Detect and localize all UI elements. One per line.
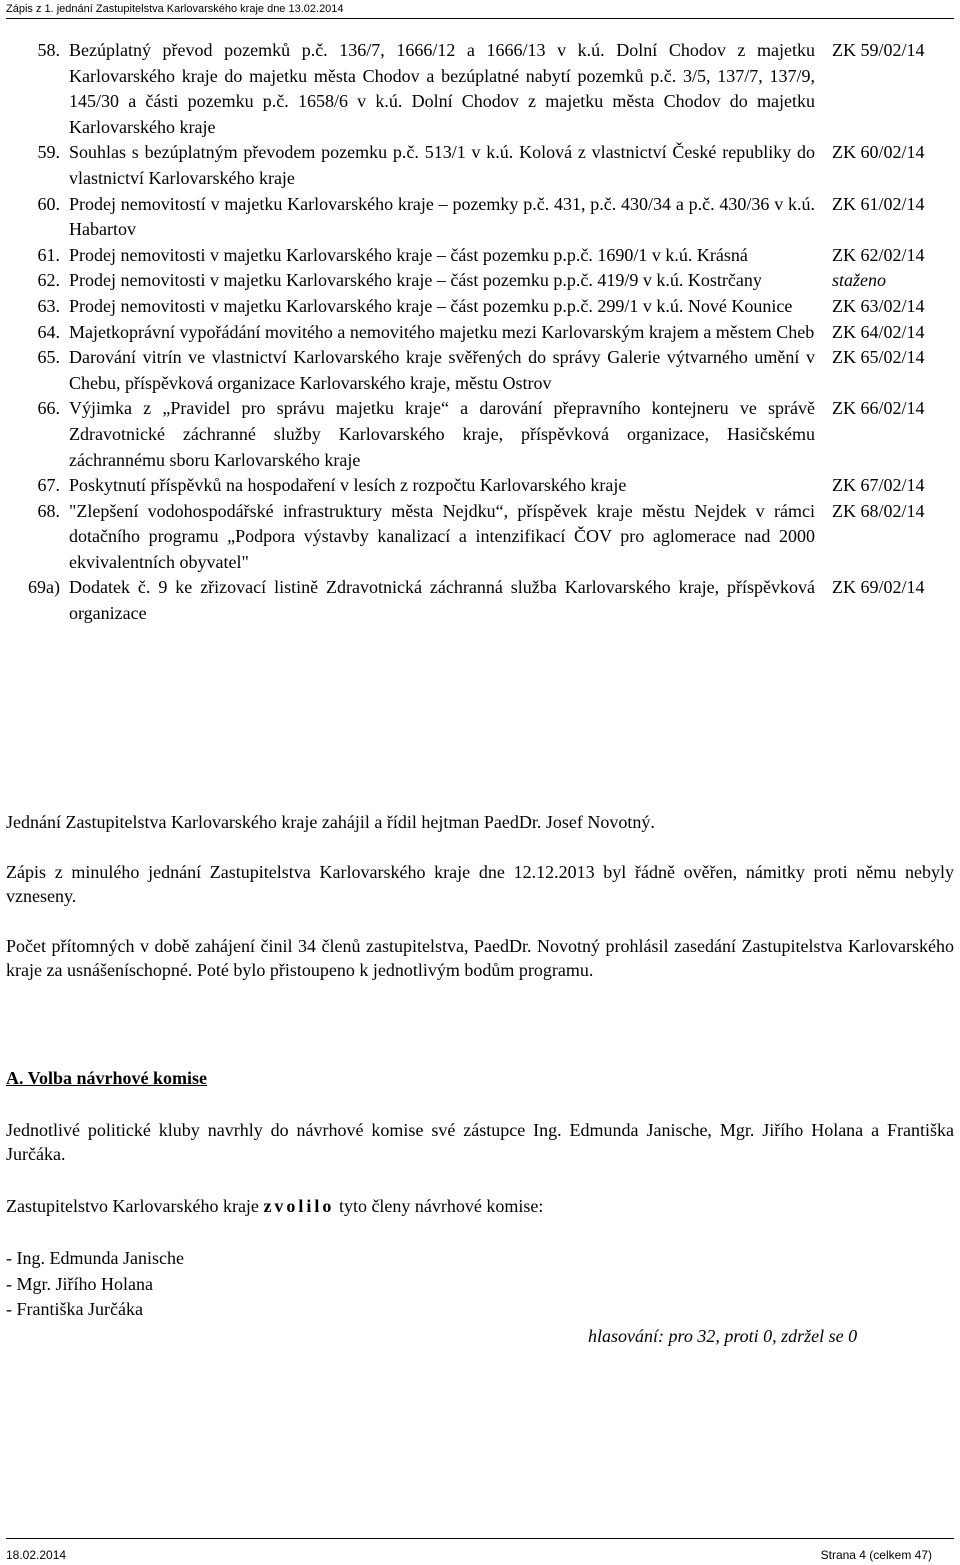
agenda-item-number: 63. xyxy=(37,295,60,316)
agenda-item-number: 58. xyxy=(37,40,60,60)
agenda-item-text: Prodej nemovitosti v majetku Karlovarského kraje – část pozemku p.p.č. 1690/1 v k.ú. Krásná xyxy=(69,244,748,265)
agenda-item-number: 61. xyxy=(37,244,60,265)
agenda-item xyxy=(0,320,960,346)
agenda-item xyxy=(0,243,960,269)
agenda-item-number: 60. xyxy=(37,193,60,214)
agenda-item-resolution: ZK 67/02/14 xyxy=(832,475,925,496)
committee-member: - Ing. Edmunda Janische xyxy=(6,1248,184,1268)
section-a-intro: Jednotlivé politické kluby navrhly do návrhové komise své zástupce Ing. Edmunda Janische, Mgr. Jiřího Holana a Františka Jurčáka. xyxy=(6,1120,954,1164)
election-suffix: tyto členy návrhové komise: xyxy=(338,1196,544,1216)
agenda-item-number: 67. xyxy=(37,475,60,496)
agenda-item-resolution: ZK 64/02/14 xyxy=(832,321,925,342)
agenda-item-text: Majetkoprávní vypořádání movitého a nemovitého majetku mezi Karlovarským krajem a městem Cheb xyxy=(69,321,815,342)
election-verb: zvolilo xyxy=(263,1196,335,1216)
election-statement xyxy=(6,1194,954,1218)
agenda-item-resolution: staženo xyxy=(832,270,886,291)
agenda-item-number: 66. xyxy=(37,398,60,419)
agenda-item xyxy=(0,499,960,576)
agenda-item-resolution: ZK 68/02/14 xyxy=(832,500,925,521)
section-a-heading: A. Volba návrhové komise xyxy=(6,1068,208,1088)
agenda-item-resolution: ZK 63/02/14 xyxy=(832,295,925,316)
agenda-item-number: 69a) xyxy=(28,577,60,598)
agenda-item-text: Výjimka z „Pravidel pro správu majetku kraje“ a darování přepravního kontejneru ve správě Zdravotnické záchranné služby Karlovarského kraje, příspěvková organizace, Hasičskému záchrannému sboru Karlovarského kraje xyxy=(69,398,815,470)
vote-result: hlasování: pro 32, proti 0, zdržel se 0 xyxy=(588,1326,858,1346)
quorum-paragraph: Počet přítomných v době zahájení činil 34 členů zastupitelstva, PaedDr. Novotný prohlásil zasedání Zastupitelstva Karlovarského kraje za usnášeníschopné. Poté bylo přistoupeno k jednotlivým bodům programu. xyxy=(6,936,954,980)
election-prefix: Zastupitelstvo Karlovarského kraje xyxy=(6,1196,259,1216)
agenda-item xyxy=(0,575,960,626)
agenda-item-resolution: ZK 59/02/14 xyxy=(832,40,925,60)
agenda-item-resolution: ZK 69/02/14 xyxy=(832,577,925,598)
minutes-paragraph: Zápis z minulého jednání Zastupitelstva Karlovarského kraje dne 12.12.2013 byl řádně ověřen, námitky proti němu nebyly vzneseny. xyxy=(6,862,954,906)
agenda-item-number: 62. xyxy=(37,270,60,291)
agenda-item-text: Prodej nemovitosti v majetku Karlovarského kraje – část pozemku p.p.č. 299/1 v k.ú. Nové Kounice xyxy=(69,295,793,316)
agenda-item xyxy=(0,192,960,243)
agenda-item xyxy=(0,473,960,499)
agenda-item xyxy=(0,140,960,191)
agenda-item-number: 68. xyxy=(37,500,60,521)
agenda-item xyxy=(0,294,960,320)
agenda-item-text: Souhlas s bezúplatným převodem pozemku p.č. 513/1 v k.ú. Kolová z vlastnictví České republiky do vlastnictví Karlovarského kraje xyxy=(69,142,815,188)
agenda-item xyxy=(0,38,960,140)
footer-page-number: Strana 4 (celkem 47) xyxy=(820,1548,932,1562)
agenda-item-number: 59. xyxy=(37,142,60,163)
agenda-item-resolution: ZK 66/02/14 xyxy=(832,398,925,419)
header-title: Zápis z 1. jednání Zastupitelstva Karlovarského kraje dne 13.02.2014 xyxy=(6,3,344,15)
footer-date: 18.02.2014 xyxy=(6,1548,67,1562)
agenda-item-text: Darování vitrín ve vlastnictví Karlovarského kraje svěřených do správy Galerie výtvarného umění v Chebu, příspěvková organizace Karlovarského kraje, městu Ostrov xyxy=(69,347,815,393)
agenda-item-resolution: ZK 60/02/14 xyxy=(832,142,925,163)
page-footer xyxy=(6,1538,954,1562)
committee-members xyxy=(6,1246,184,1323)
agenda-item-resolution: ZK 65/02/14 xyxy=(832,347,925,368)
agenda-list xyxy=(0,38,960,627)
agenda-item-text: Prodej nemovitosti v majetku Karlovarského kraje – část pozemku p.p.č. 419/9 v k.ú. Kostrčany xyxy=(69,270,762,291)
agenda-item xyxy=(0,345,960,396)
committee-member: - Františka Jurčáka xyxy=(6,1299,143,1320)
agenda-item-text: Dodatek č. 9 ke zřizovací listině Zdravotnická záchranná služba Karlovarského kraje, příspěvková organizace xyxy=(69,577,815,624)
agenda-item-resolution: ZK 62/02/14 xyxy=(832,244,925,265)
agenda-item-text: Bezúplatný převod pozemků p.č. 136/7, 1666/12 a 1666/13 v k.ú. Dolní Chodov z majetku Karlovarského kraje do majetku města Chodov a bezúplatné nabytí pozemků p.č. 3/5, 137/7, 137/9, 145/30 a části pozemku p.č. 1658/6 v k.ú. Dolní Chodov z majetku města Chodov do majetku Karlovarského kraje xyxy=(69,40,815,137)
committee-member: - Mgr. Jiřího Holana xyxy=(6,1273,153,1294)
agenda-item-resolution: ZK 61/02/14 xyxy=(832,193,925,214)
agenda-item-text: Prodej nemovitostí v majetku Karlovarského kraje – pozemky p.č. 431, p.č. 430/34 a p.č. 430/36 v k.ú. Habartov xyxy=(69,193,815,240)
opening-paragraph: Jednání Zastupitelstva Karlovarského kraje zahájil a řídil hejtman PaedDr. Josef Novotný. xyxy=(6,812,655,832)
agenda-item xyxy=(0,268,960,294)
agenda-item-text: "Zlepšení vodohospodářské infrastruktury města Nejdku“, příspěvek kraje městu Nejdek v rámci dotačního programu „Podpora výstavby kanalizací a intenzifikací ČOV pro aglomerace nad 2000 ekvivalentních obyvatel" xyxy=(69,500,815,572)
agenda-item-number: 64. xyxy=(37,321,60,342)
agenda-item xyxy=(0,396,960,473)
agenda-item-number: 65. xyxy=(37,347,60,368)
agenda-item-text: Poskytnutí příspěvků na hospodaření v lesích z rozpočtu Karlovarského kraje xyxy=(69,475,627,496)
page-header xyxy=(6,2,954,19)
